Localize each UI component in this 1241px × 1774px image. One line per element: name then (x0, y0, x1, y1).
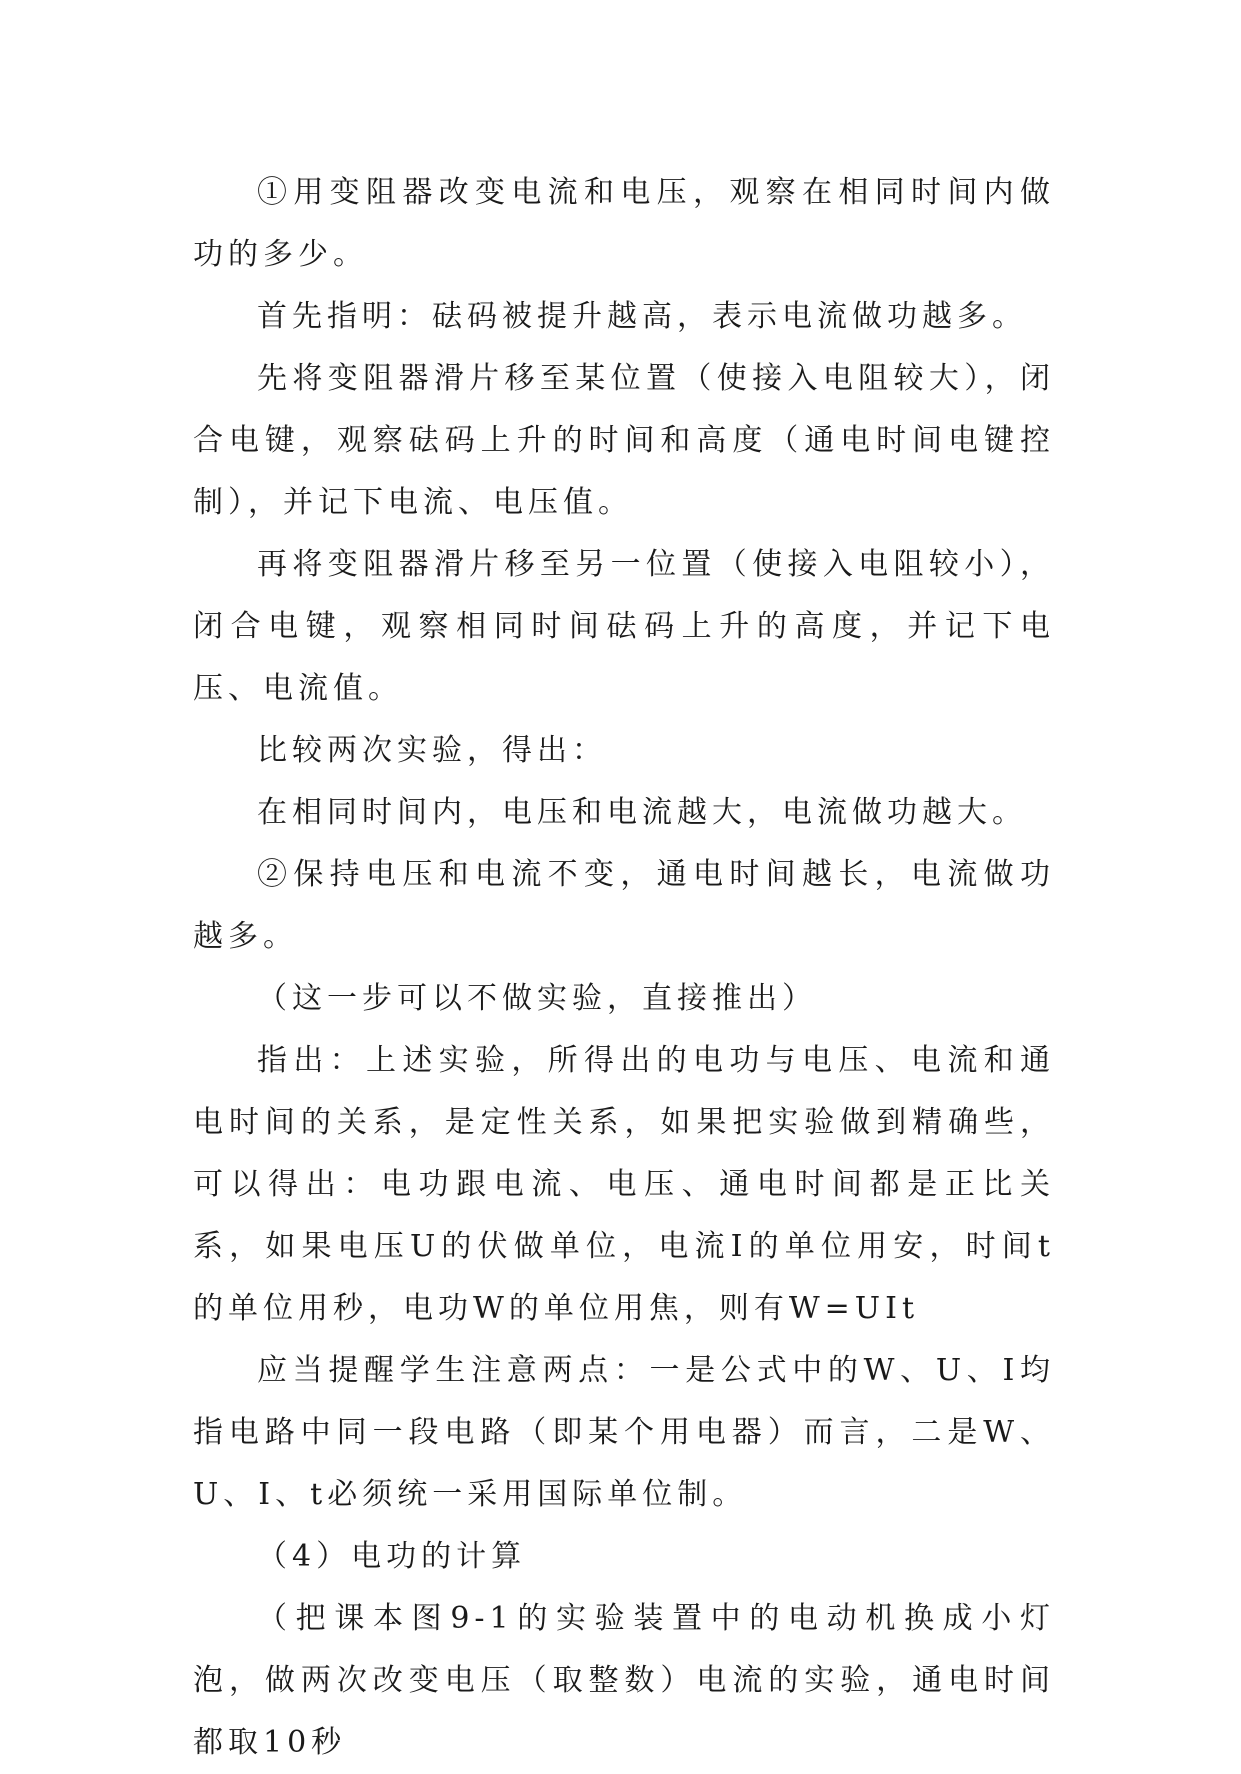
section-heading-calculation: （4）电功的计算 (257, 1539, 527, 1574)
paragraph-step-small-resistance: 再将变阻器滑片移至另一位置（使接入电阻较小），闭合电键，观察相同时间砝码上升的高度，并记下电压、电流值。 (193, 547, 1055, 706)
paragraph-calculation-setup: （把课本图9-1的实验装置中的电动机换成小灯泡，做两次改变电压（取整数）电流的实验，通电时间都取10秒 (193, 1601, 1055, 1760)
paragraph-note-weight: 首先指明：砝码被提升越高，表示电流做功越多。 (257, 299, 1027, 334)
paragraph-reminder: 应当提醒学生注意两点：一是公式中的W、U、I均指电路中同一段电路（即某个用电器）而言，二是W、U、I、t必须统一采用国际单位制。 (193, 1353, 1055, 1512)
paragraph-experiment-1: ①用变阻器改变电流和电压，观察在相同时间内做功的多少。 (193, 175, 1055, 272)
paragraph-aside: （这一步可以不做实验，直接推出） (257, 981, 817, 1016)
paragraph-conclusion-1: 在相同时间内，电压和电流越大，电流做功越大。 (257, 795, 1027, 830)
paragraph-compare: 比较两次实验，得出： (257, 733, 607, 768)
paragraph-step-large-resistance: 先将变阻器滑片移至某位置（使接入电阻较大），闭合电键，观察砝码上升的时间和高度（通电时间电键控制），并记下电流、电压值。 (193, 361, 1055, 520)
paragraph-formula: 指出：上述实验，所得出的电功与电压、电流和通电时间的关系，是定性关系，如果把实验做到精确些，可以得出：电功跟电流、电压、通电时间都是正比关系，如果电压U的伏做单位，电流I的单位用安，时间t的单位用秒，电功W的单位用焦，则有W=UIt (193, 1043, 1055, 1326)
paragraph-experiment-2: ②保持电压和电流不变，通电时间越长，电流做功越多。 (193, 857, 1055, 954)
document-body (193, 162, 1055, 1774)
